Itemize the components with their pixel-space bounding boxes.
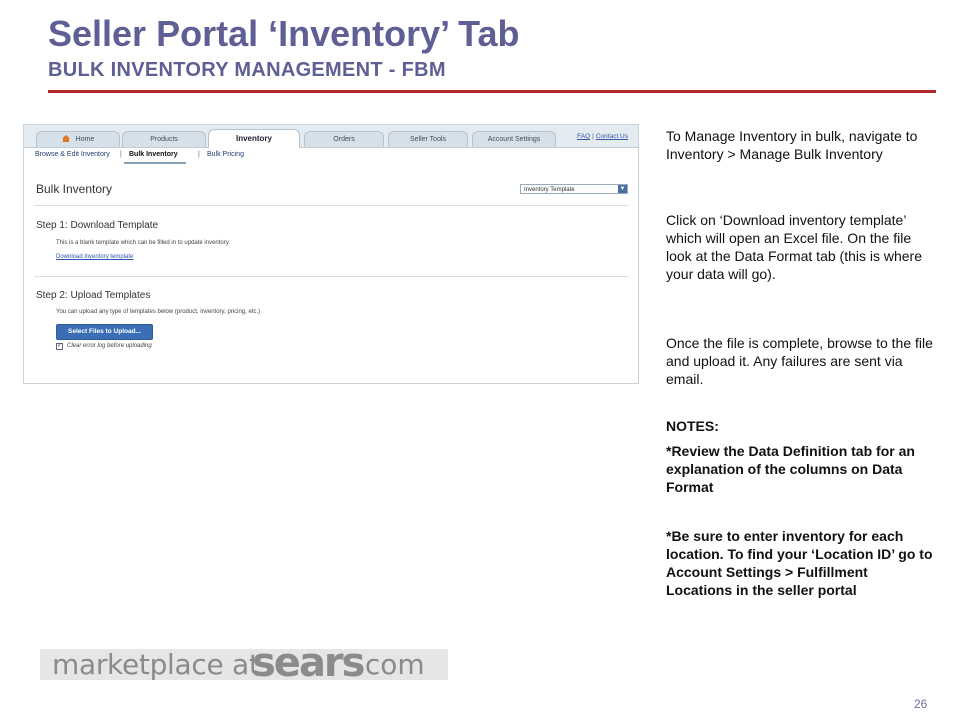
tab-home[interactable] bbox=[36, 131, 120, 147]
page-number: 26 bbox=[914, 697, 928, 711]
tab-products[interactable]: Products bbox=[122, 131, 206, 147]
title-divider bbox=[48, 90, 936, 93]
logo-suffix: .com bbox=[356, 648, 425, 681]
contact-us-link[interactable]: Contact Us bbox=[595, 133, 628, 140]
template-select-value: Inventory Template bbox=[524, 187, 575, 193]
faq-link[interactable]: FAQ bbox=[577, 133, 591, 140]
logo-brand: sears bbox=[252, 640, 364, 686]
step1-title: Step 1: Download Template bbox=[36, 220, 159, 231]
tab-orders[interactable]: Orders bbox=[304, 131, 384, 147]
note-1: *Review the Data Definition tab for an explanation of the columns on Data Format bbox=[666, 443, 915, 495]
subnav-bulk-pricing[interactable]: Bulk Pricing bbox=[207, 151, 244, 158]
select-files-button[interactable]: Select Files to Upload... bbox=[56, 324, 153, 340]
slide-subtitle: BULK INVENTORY MANAGEMENT - FBM bbox=[48, 59, 446, 81]
instruction-paragraph-3: Once the file is complete, browse to the file and upload it. Any failures are sent via email. bbox=[666, 335, 933, 387]
slide-title: Seller Portal ‘Inventory’ Tab bbox=[48, 13, 520, 54]
logo-prefix: marketplace at bbox=[52, 648, 260, 681]
step1-description: This is a blank template which can be filled in to update inventory. bbox=[56, 240, 230, 246]
chevron-down-icon: ▼ bbox=[619, 186, 626, 192]
subnav-browse-edit[interactable]: Browse & Edit Inventory bbox=[35, 151, 110, 158]
notes-heading: NOTES: bbox=[666, 418, 719, 434]
top-links: FAQ | Contact Us bbox=[577, 133, 628, 140]
portal-screenshot bbox=[23, 124, 639, 384]
sub-navigation: Browse & Edit Inventory | Bulk Inventory | Bulk Pricing bbox=[24, 148, 638, 164]
subnav-bulk-inventory[interactable]: Bulk Inventory bbox=[129, 151, 178, 158]
clear-error-log-checkbox[interactable]: ✓ bbox=[57, 343, 63, 349]
section-divider bbox=[34, 205, 628, 206]
portal-page-title: Bulk Inventory bbox=[36, 182, 113, 196]
step2-description: You can upload any type of templates below (product, inventory, pricing, etc.) bbox=[56, 309, 261, 315]
portal-tab-bar bbox=[24, 125, 638, 148]
template-type-select[interactable] bbox=[520, 184, 628, 194]
clear-error-log-label: Clear error log before uploading bbox=[67, 343, 152, 349]
tab-account-settings[interactable]: Account Settings bbox=[472, 131, 556, 147]
section-divider bbox=[34, 276, 628, 277]
marketplace-sears-logo bbox=[40, 640, 448, 686]
tab-home-label: Home bbox=[75, 136, 95, 143]
note-2: *Be sure to enter inventory for each location. To find your ‘Location ID’ go to Account Settings > Fulfillment Locations in the seller portal bbox=[666, 528, 933, 598]
download-template-link[interactable]: Download inventory template bbox=[56, 254, 134, 260]
tab-inventory[interactable]: Inventory bbox=[208, 129, 300, 148]
instruction-paragraph-2: Click on ‘Download inventory template’ which will open an Excel file. On the file look at the Data Format tab (this is where your data will go). bbox=[666, 212, 922, 282]
tab-seller-tools[interactable]: Seller Tools bbox=[388, 131, 468, 147]
instruction-paragraph-1: To Manage Inventory in bulk, navigate to Inventory > Manage Bulk Inventory bbox=[666, 128, 918, 162]
active-subnav-indicator bbox=[124, 162, 186, 164]
step2-title: Step 2: Upload Templates bbox=[36, 290, 151, 301]
home-icon bbox=[62, 135, 70, 142]
